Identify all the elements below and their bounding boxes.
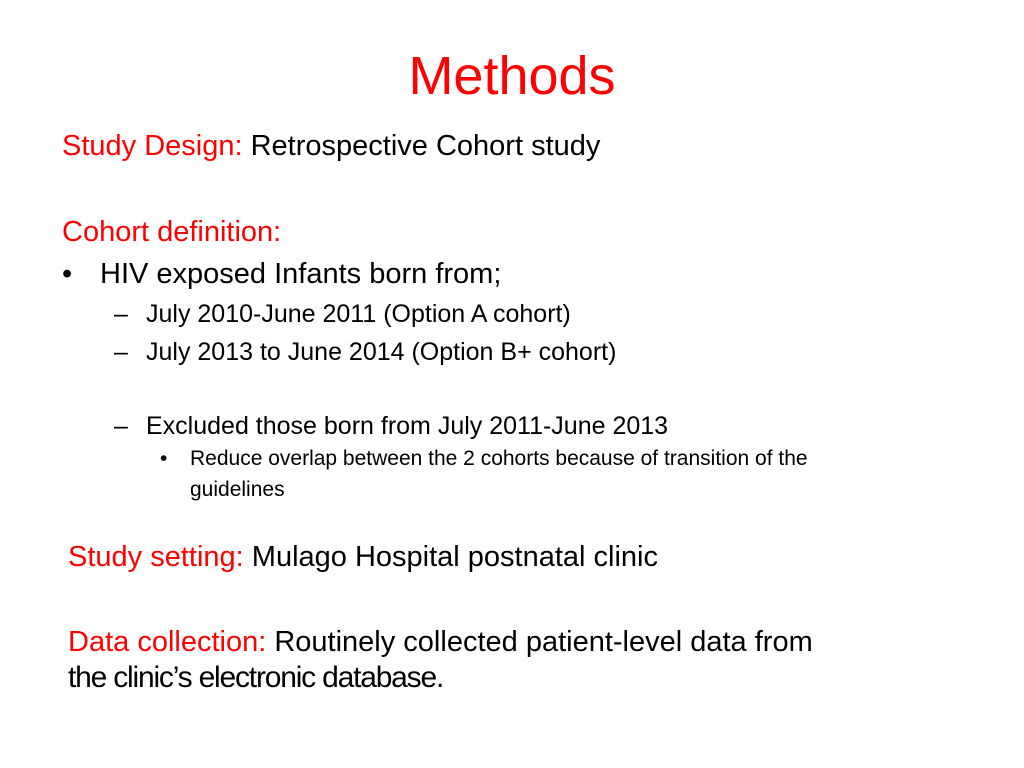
bullet-icon: • (62, 258, 73, 290)
study-design-value: Retrospective Cohort study (250, 130, 601, 162)
dash-icon: – (114, 412, 128, 440)
data-collection-label: Data collection: (68, 626, 267, 658)
study-design-label: Study Design: (62, 130, 243, 162)
exclusion-note-continuation: guidelines (190, 478, 285, 501)
data-collection-value: Routinely collected patient-level data from (274, 626, 813, 658)
dash-icon: – (114, 338, 128, 366)
data-collection-continuation: the clinic’s electronic database. (68, 661, 444, 694)
exclusion-note (160, 443, 808, 474)
dash-icon: – (114, 300, 128, 328)
cohort-sub-item (114, 335, 616, 369)
study-setting-value: Mulago Hospital postnatal clinic (251, 541, 658, 573)
cohort-sub-item (114, 297, 571, 331)
cohort-sub-item (114, 409, 668, 443)
cohort-definition-heading: Cohort definition: (62, 216, 282, 248)
cohort-sub-item-text: July 2010-June 2011 (Option A cohort) (146, 300, 571, 328)
study-design-line (62, 126, 600, 166)
cohort-sub-item-text: July 2013 to June 2014 (Option B+ cohort) (146, 338, 617, 366)
slide-title: Methods (408, 46, 616, 106)
cohort-bullet-text: HIV exposed Infants born from; (100, 258, 502, 290)
bullet-icon: • (160, 447, 168, 470)
data-collection-line (68, 622, 813, 662)
study-setting-line (68, 536, 658, 578)
exclusion-note-text: Reduce overlap between the 2 cohorts because of transition of the (190, 447, 808, 470)
cohort-bullet (62, 254, 501, 294)
cohort-sub-item-text: Excluded those born from July 2011-June 2013 (146, 412, 669, 440)
study-setting-label: Study setting: (68, 541, 244, 573)
